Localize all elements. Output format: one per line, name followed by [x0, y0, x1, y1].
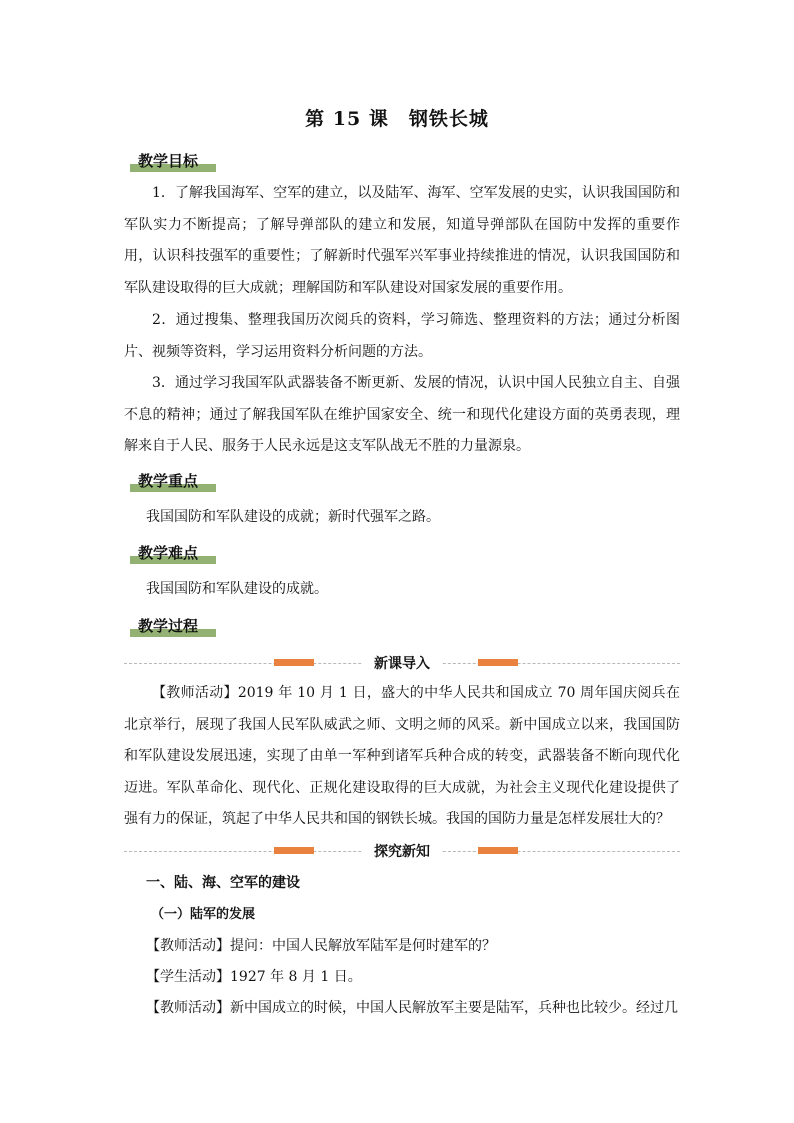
dialogue-line-3: 【教师活动】新中国成立的时候，中国人民解放军主要是陆军，兵种也比较少。经过几	[146, 1000, 678, 1016]
intro-text: 【教师活动】2019 年 10 月 1 日，盛大的中华人民共和国成立 70 周年国庆阅兵在北京举行，展现了我国人民军队威武之师、文明之师的风采。新中国成立以来，我国国防和军队建设发展迅速，实现了由单一军种到诸军兵种合成的转变，武器装备不断向现代化迈进。军队革命化、现代化、正规化建设取得的巨大成就，为社会主义现代化建设提供了强有力的保证，筑起了中华人民共和国的钢铁长城。我国的国防力量是怎样发展壮大的？	[124, 685, 680, 827]
objective-item-1: 1．了解我国海军、空军的建立，以及陆军、海军、空军发展的史实，认识我国国防和军队实力不断提高；了解导弹部队的建立和发展，知道导弹部队在国防中发挥的重要作用，认识科技强军的重要性；了解新时代强军兴军事业持续推进的情况，认识我国国防和军队建设取得的巨大成就；理解国防和军队建设对国家发展的重要作用。	[124, 185, 680, 296]
process-heading-label: 教学过程	[138, 617, 199, 635]
objectives-heading-label: 教学目标	[138, 152, 199, 170]
key-points-heading	[130, 470, 206, 496]
intro-divider-label: 新课导入	[362, 656, 442, 672]
objective-item-3: 3．通过学习我国军队武器装备不断更新、发展的情况，认识中国人民独立自主、自强不息的精神；通过了解我国军队在维护国家安全、统一和现代化建设方面的英勇表现，理解来自于人民、服务于人民永远是这支军队战无不胜的力量源泉。	[124, 375, 680, 454]
key-points-text: 我国国防和军队建设的成就；新时代强军之路。	[146, 509, 440, 525]
objectives-heading	[130, 150, 206, 176]
section-title: 一、陆、海、空军的建设	[146, 875, 300, 891]
dialogue-line-1: 【教师活动】提问：中国人民解放军陆军是何时建军的？	[146, 938, 496, 954]
difficulties-heading-label: 教学难点	[138, 544, 199, 562]
key-points-heading-label: 教学重点	[138, 472, 199, 490]
explore-divider	[124, 842, 680, 862]
subsection-title: （一）陆军的发展	[151, 907, 256, 922]
explore-divider-label: 探究新知	[362, 844, 442, 860]
difficulties-text: 我国国防和军队建设的成就。	[146, 581, 328, 597]
page-title: 第 15 课 钢铁长城	[305, 108, 489, 130]
intro-divider	[124, 654, 680, 674]
difficulties-heading	[130, 542, 206, 568]
process-heading	[130, 615, 206, 641]
dialogue-line-2: 【学生活动】1927 年 8 月 1 日。	[146, 969, 362, 985]
objective-item-2: 2．通过搜集、整理我国历次阅兵的资料，学习筛选、整理资料的方法；通过分析图片、视频等资料，学习运用资料分析问题的方法。	[124, 312, 680, 360]
